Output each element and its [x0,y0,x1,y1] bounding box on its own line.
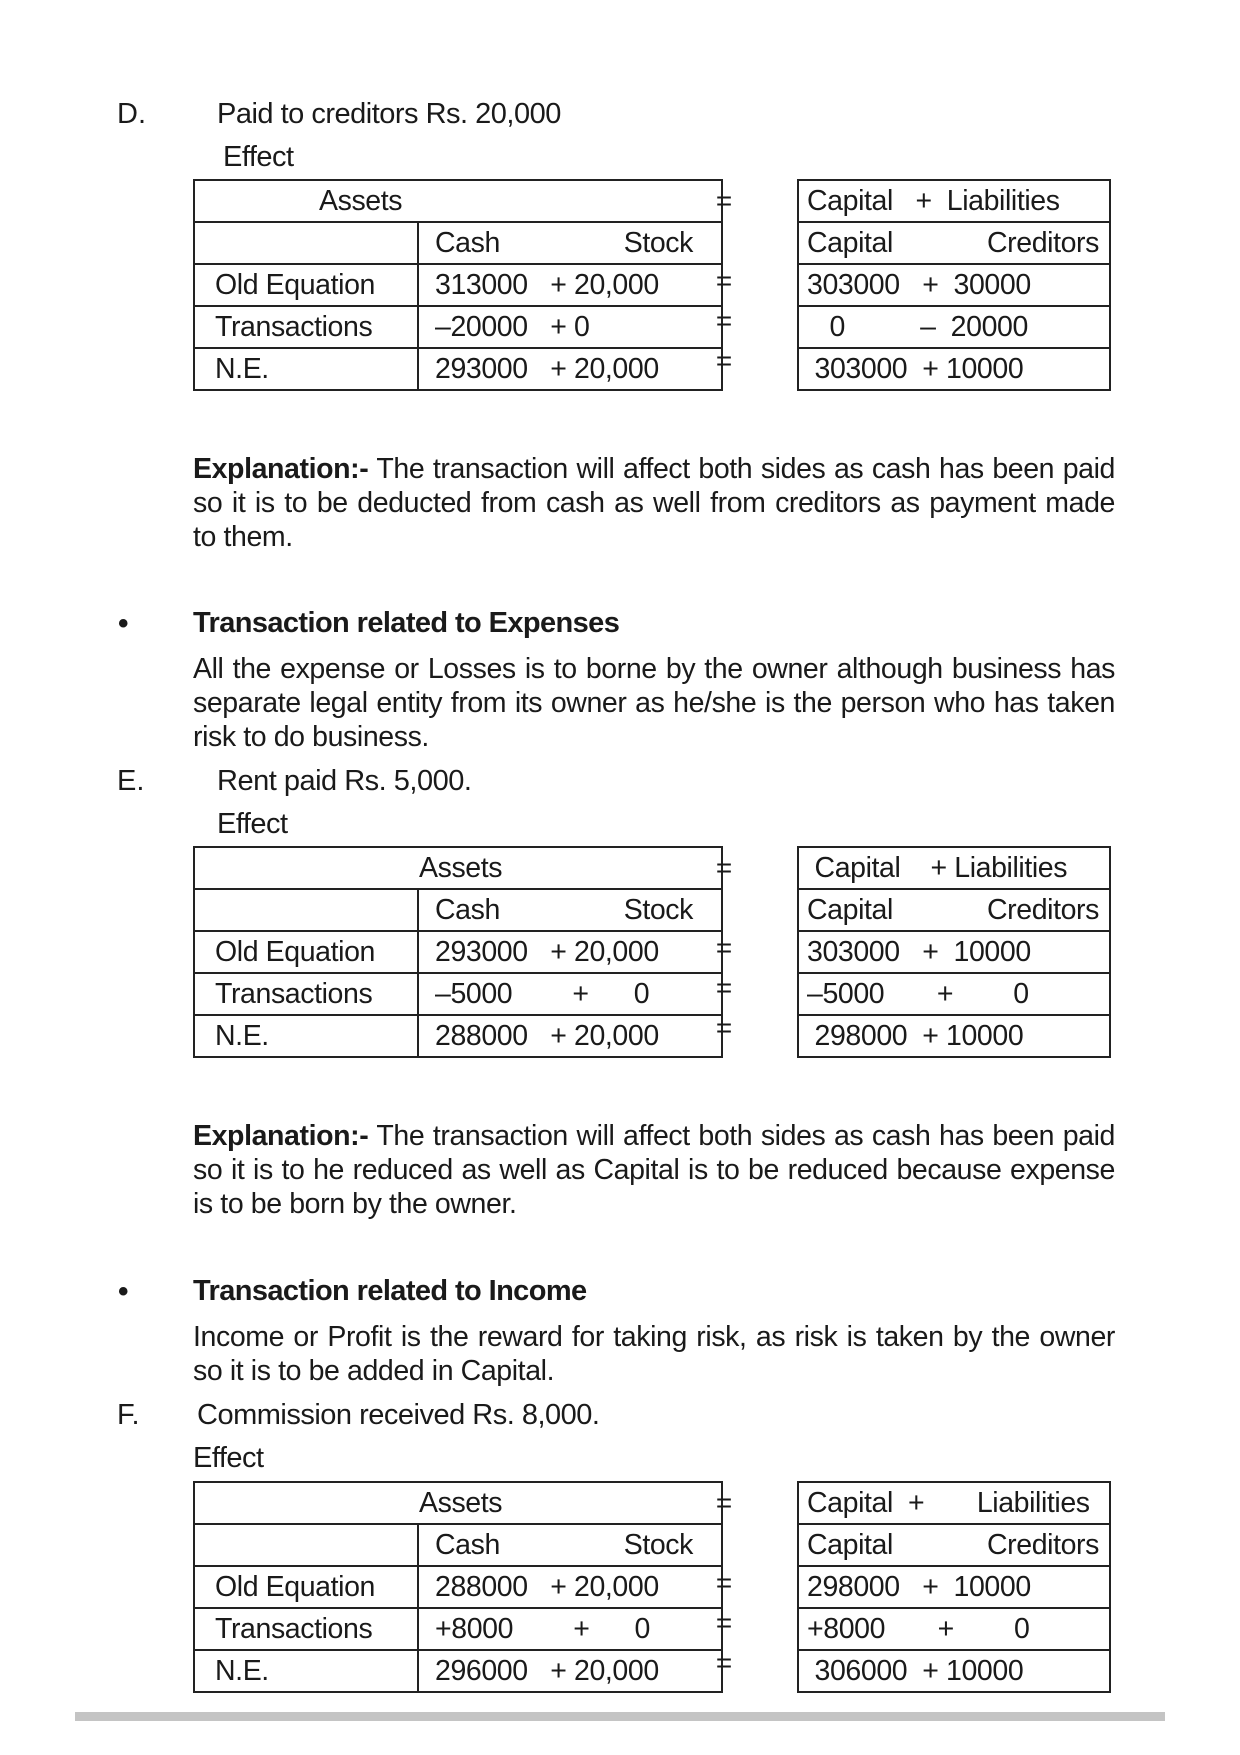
capital-value: +8000 + 0 [798,1608,1110,1650]
assets-value: 296000 + 20,000 [418,1650,722,1692]
assets-header: Assets [194,1482,722,1524]
cash-stock-header [418,889,722,931]
section-d-marker: D. [117,98,146,130]
assets-value: +8000 + 0 [418,1608,722,1650]
capital-header: Capital [807,893,893,926]
capital-value: 303000 + 10000 [798,348,1110,390]
capital-liabilities-header: Capital + Liabilities [798,1482,1110,1524]
capital-creditors-header [798,889,1110,931]
assets-value: –5000 + 0 [418,973,722,1015]
section-f-effect-label: Effect [193,1442,264,1474]
bullet-icon: • [118,1275,129,1308]
capital-creditors-header [798,1524,1110,1566]
explanation-label: Explanation:- [193,453,369,485]
cash-stock-header [418,222,722,264]
income-title: Transaction related to Income [193,1275,587,1307]
section-d-heading: Paid to creditors Rs. 20,000 [217,98,561,130]
equals-sign: = [715,305,733,336]
expenses-text: All the expense or Losses is to borne by the owner although business has separate legal entity from its owner as he/she is the person who has taken risk to do business. [193,653,1115,753]
equals-sign: = [715,1567,733,1598]
capital-creditors-header [798,222,1110,264]
section-f-marker: F. [117,1399,140,1431]
section-f-capital-table [797,1481,1111,1693]
section-e-marker: E. [117,765,145,797]
empty-cell [194,889,418,931]
capital-value: 298000 + 10000 [798,1566,1110,1608]
explanation-text: The transaction will affect both sides as cash has been paid so it is to be deducted from cash as well from creditors as payment made to them. [193,453,1115,553]
row-label: Transactions [194,1608,418,1650]
row-label: Transactions [194,973,418,1015]
cash-header: Cash [435,893,500,926]
capital-value: 303000 + 10000 [798,931,1110,973]
assets-value: 293000 + 20,000 [418,348,722,390]
bullet-icon: • [118,607,129,640]
section-f-assets-table [193,1481,723,1693]
capital-value: 298000 + 10000 [798,1015,1110,1057]
empty-cell [194,1524,418,1566]
empty-cell [194,222,418,264]
capital-header: Capital [807,226,893,259]
expenses-title: Transaction related to Expenses [193,607,620,639]
equals-sign: = [715,852,733,883]
row-label: N.E. [194,348,418,390]
stock-header: Stock [623,893,693,926]
assets-value: –20000 + 0 [418,306,722,348]
stock-header: Stock [623,1528,693,1561]
equals-sign: = [715,972,733,1003]
equals-sign: = [715,345,733,376]
section-e-explanation [193,1119,1115,1221]
assets-value: 293000 + 20,000 [418,931,722,973]
assets-value: 313000 + 20,000 [418,264,722,306]
creditors-header: Creditors [986,226,1099,259]
capital-value: 0 – 20000 [798,306,1110,348]
row-label: Transactions [194,306,418,348]
section-e-capital-table [797,846,1111,1058]
section-d-explanation [193,452,1115,554]
assets-value: 288000 + 20,000 [418,1015,722,1057]
section-e-equals-column [704,848,744,1048]
stock-header: Stock [623,226,693,259]
assets-value: 288000 + 20,000 [418,1566,722,1608]
assets-header: Assets [194,847,722,889]
explanation-text: The transaction will affect both sides as cash has been paid so it is to he reduced as well as Capital is to be reduced because expense is to be born by the owner. [193,1120,1115,1220]
capital-liabilities-header: Capital + Liabilities [798,180,1110,222]
capital-value: 303000 + 30000 [798,264,1110,306]
row-label: Old Equation [194,1566,418,1608]
section-e-effect-label: Effect [217,808,288,840]
creditors-header: Creditors [986,893,1099,926]
equals-sign: = [715,185,733,216]
cash-stock-header [418,1524,722,1566]
section-e-heading: Rent paid Rs. 5,000. [217,765,472,797]
row-label: N.E. [194,1650,418,1692]
section-e-assets-table [193,846,723,1058]
row-label: Old Equation [194,931,418,973]
section-f-equals-column [704,1483,744,1683]
equals-sign: = [715,1487,733,1518]
equals-sign: = [715,265,733,296]
explanation-label: Explanation:- [193,1120,369,1152]
capital-value: 306000 + 10000 [798,1650,1110,1692]
cash-header: Cash [435,226,500,259]
section-d-equals-column [704,181,744,381]
row-label: N.E. [194,1015,418,1057]
section-d-capital-table [797,179,1111,391]
equals-sign: = [715,932,733,963]
capital-header: Capital [807,1528,893,1561]
equals-sign: = [715,1012,733,1043]
equals-sign: = [715,1647,733,1678]
section-d-assets-table [193,179,723,391]
equals-sign: = [715,1607,733,1638]
section-f-heading: Commission received Rs. 8,000. [197,1399,600,1431]
page-bottom-rule [75,1712,1165,1721]
assets-header: Assets [194,180,722,222]
row-label: Old Equation [194,264,418,306]
capital-value: –5000 + 0 [798,973,1110,1015]
capital-liabilities-header: Capital + Liabilities [798,847,1110,889]
section-d-effect-label: Effect [223,141,294,173]
cash-header: Cash [435,1528,500,1561]
creditors-header: Creditors [986,1528,1099,1561]
income-text: Income or Profit is the reward for taking risk, as risk is taken by the owner so it is to be added in Capital. [193,1321,1115,1387]
